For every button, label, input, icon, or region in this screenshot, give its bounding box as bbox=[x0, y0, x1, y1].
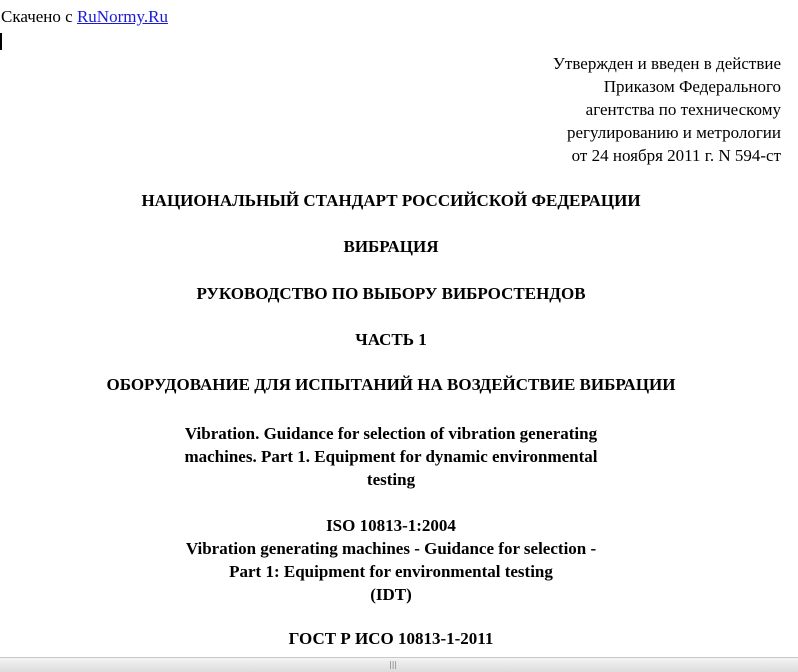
iso-title-line: Part 1: Equipment for environmental testing bbox=[229, 562, 553, 581]
iso-title-line: Vibration generating machines - Guidance for selection - bbox=[185, 539, 597, 558]
source-link[interactable]: RuNormy.Ru bbox=[76, 7, 168, 26]
part-heading: ЧАСТЬ 1 bbox=[355, 330, 427, 349]
gost-code: ГОСТ Р ИСО 10813-1-2011 bbox=[288, 629, 494, 648]
english-title-line: Vibration. Guidance for selection of vibration generating bbox=[184, 424, 598, 443]
guide-heading: РУКОВОДСТВО ПО ВЫБОРУ ВИБРОСТЕНДОВ bbox=[196, 284, 586, 303]
english-title bbox=[0, 422, 782, 491]
subject-heading: ВИБРАЦИЯ bbox=[343, 237, 439, 256]
standard-type-heading: НАЦИОНАЛЬНЫЙ СТАНДАРТ РОССИЙСКОЙ ФЕДЕРАЦИИ bbox=[141, 191, 641, 210]
iso-idt: (IDT) bbox=[370, 585, 412, 604]
english-title-line: testing bbox=[366, 470, 416, 489]
grip-lines-icon[interactable]: ||| bbox=[389, 660, 398, 669]
part-title-heading: ОБОРУДОВАНИЕ ДЛЯ ИСПЫТАНИЙ НА ВОЗДЕЙСТВИЕ ВИБРАЦИИ bbox=[106, 375, 676, 394]
approval-line: агентства по техническому bbox=[585, 100, 781, 119]
text-caret bbox=[0, 33, 2, 50]
approval-line: Утвержден и введен в действие bbox=[552, 54, 781, 73]
iso-block bbox=[0, 514, 782, 606]
approval-line: регулированию и метрологии bbox=[566, 123, 781, 142]
approval-line: Приказом Федерального bbox=[603, 77, 781, 96]
iso-code: ISO 10813-1:2004 bbox=[326, 516, 456, 535]
horizontal-scrollbar[interactable] bbox=[0, 657, 798, 672]
source-prefix: Скачено с bbox=[1, 7, 77, 26]
approval-line: от 24 ноября 2011 г. N 594-ст bbox=[571, 146, 781, 165]
approval-block bbox=[361, 52, 781, 167]
source-line bbox=[1, 7, 168, 27]
english-title-line: machines. Part 1. Equipment for dynamic environmental bbox=[184, 447, 598, 466]
